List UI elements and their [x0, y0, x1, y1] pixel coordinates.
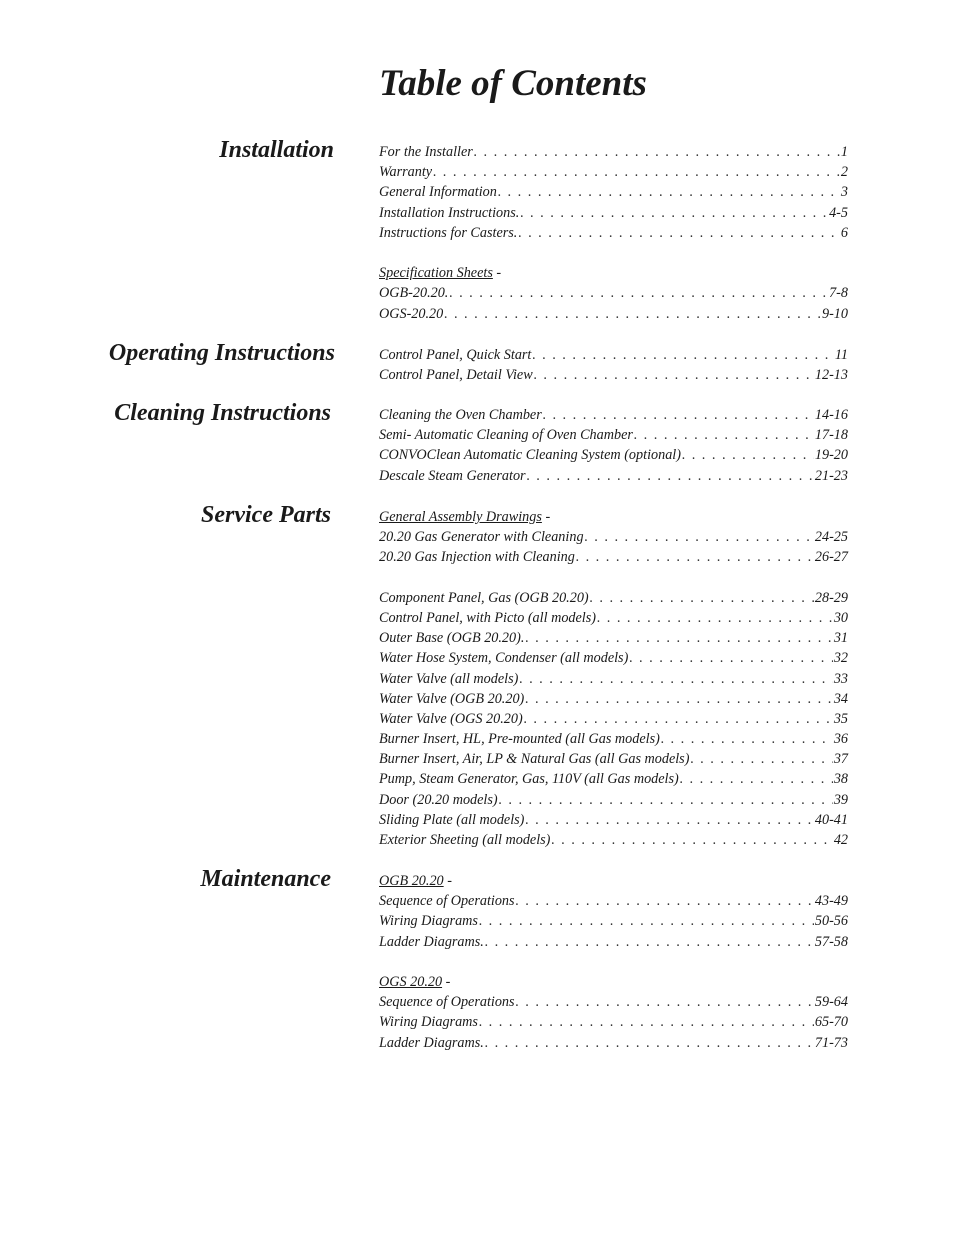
toc-entry[interactable]	[379, 427, 848, 447]
toc-entry[interactable]	[379, 650, 848, 670]
entry-page: 28-29	[814, 589, 848, 606]
entry-page: 31	[833, 630, 848, 647]
cleaning-entries	[379, 407, 848, 488]
toc-entry[interactable]	[379, 407, 848, 427]
entry-page: 35	[833, 710, 848, 727]
dot-leader	[485, 1035, 814, 1052]
entry-label: Water Valve (all models)	[379, 670, 519, 687]
entry-label: Burner Insert, Air, LP & Natural Gas (all Gas models)	[379, 751, 690, 768]
toc-entry[interactable]	[379, 893, 848, 913]
dot-leader	[525, 630, 832, 647]
toc-entry[interactable]	[379, 164, 848, 184]
toc-entry[interactable]	[379, 590, 848, 610]
entry-label: Component Panel, Gas (OGB 20.20)	[379, 589, 589, 606]
operating-entries	[379, 347, 848, 387]
entry-page: 19-20	[814, 447, 848, 464]
entry-label: Descale Steam Generator	[379, 467, 526, 484]
dot-leader	[532, 347, 833, 364]
entry-label: OGS-20.20	[379, 305, 444, 322]
entry-page: 3	[840, 184, 848, 201]
toc-entry[interactable]	[379, 549, 848, 569]
dot-leader	[433, 164, 840, 181]
dot-leader	[520, 205, 828, 222]
dot-leader	[534, 367, 814, 384]
toc-entry[interactable]	[379, 731, 848, 751]
subheading-link[interactable]: OGB 20.20	[379, 873, 444, 889]
dot-leader	[516, 994, 814, 1011]
toc-entry[interactable]	[379, 913, 848, 933]
subheading-ogs: OGS 20.20 -	[379, 973, 451, 990]
entry-page: 38	[833, 771, 848, 788]
entry-page: 21-23	[814, 467, 848, 484]
dot-leader	[576, 549, 814, 566]
toc-entry[interactable]	[379, 447, 848, 467]
entry-page: 1	[840, 144, 848, 160]
toc-entry[interactable]	[379, 934, 848, 954]
toc-entry[interactable]	[379, 711, 848, 731]
dot-leader	[516, 893, 814, 910]
entry-label: Exterior Sheeting (all models)	[379, 832, 551, 848]
toc-entry[interactable]	[379, 225, 848, 245]
entry-label: OGB-20.20.	[379, 285, 449, 302]
section-label-maintenance: Maintenance	[200, 866, 331, 892]
dot-leader	[498, 184, 840, 201]
dot-leader	[525, 691, 833, 708]
entry-label: Wiring Diagrams	[379, 913, 478, 930]
toc-entry[interactable]	[379, 1014, 848, 1034]
toc-entry[interactable]	[379, 812, 848, 832]
entry-page: 34	[833, 690, 848, 707]
entry-page: 50-56	[814, 913, 848, 930]
entry-page: 43-49	[814, 893, 848, 910]
entry-label: Installation Instructions.	[379, 204, 520, 221]
dot-leader	[525, 812, 813, 829]
entry-label: Burner Insert, HL, Pre-mounted (all Gas models)	[379, 731, 660, 748]
dot-leader	[682, 447, 814, 464]
dot-leader	[449, 285, 828, 302]
dot-leader	[485, 934, 814, 951]
dot-leader	[518, 225, 840, 242]
dot-leader	[479, 1014, 814, 1031]
toc-entry[interactable]	[379, 144, 848, 164]
maintenance-entries	[379, 873, 848, 1055]
entry-label: Ladder Diagrams.	[379, 933, 484, 950]
toc-entry[interactable]	[379, 691, 848, 711]
entry-page: 11	[834, 347, 848, 363]
toc-entry[interactable]	[379, 184, 848, 204]
dot-leader	[551, 832, 832, 849]
entry-label: Control Panel, with Picto (all models)	[379, 609, 596, 626]
dot-leader	[585, 529, 814, 546]
dot-leader	[519, 671, 832, 688]
entry-label: Cleaning the Oven Chamber	[379, 407, 542, 423]
entry-page: 39	[833, 791, 848, 808]
entry-page: 32	[833, 650, 848, 667]
entry-label: Pump, Steam Generator, Gas, 110V (all Gas models)	[379, 771, 679, 788]
entry-label: 20.20 Gas Injection with Cleaning	[379, 549, 575, 566]
subheading-link[interactable]: General Assembly Drawings	[379, 509, 542, 525]
entry-page: 36	[833, 731, 848, 748]
toc-entry[interactable]	[379, 205, 848, 225]
dot-leader	[474, 144, 840, 161]
toc-entry[interactable]	[379, 792, 848, 812]
entry-label: Instructions for Casters.	[379, 224, 518, 241]
entry-label: Ladder Diagrams.	[379, 1034, 484, 1051]
toc-entry[interactable]	[379, 671, 848, 691]
entry-label: Door (20.20 models)	[379, 791, 498, 808]
subheading-ogb: OGB 20.20 -	[379, 873, 452, 889]
entry-label: Semi- Automatic Cleaning of Oven Chamber	[379, 427, 633, 444]
entry-page: 57-58	[814, 933, 848, 950]
entry-page: 7-8	[829, 285, 848, 302]
entry-label: Sequence of Operations	[379, 893, 515, 910]
entry-page: 2	[840, 164, 848, 181]
entry-label: Water Valve (OGB 20.20)	[379, 690, 525, 707]
dot-leader	[680, 771, 833, 788]
entry-page: 4-5	[829, 204, 848, 221]
entry-page: 33	[833, 670, 848, 687]
entry-page: 12-13	[814, 367, 848, 384]
dot-leader	[543, 407, 814, 424]
toc-entry[interactable]	[379, 994, 848, 1014]
subheading-specification-sheets: Specification Sheets -	[379, 265, 502, 282]
entry-page: 14-16	[814, 407, 848, 423]
section-label-cleaning: Cleaning Instructions	[114, 400, 331, 426]
dot-leader	[527, 468, 814, 485]
toc-entry[interactable]	[379, 529, 848, 549]
entry-label: Sequence of Operations	[379, 994, 515, 1011]
entry-page: 26-27	[814, 549, 848, 566]
entry-label: Wiring Diagrams	[379, 1014, 478, 1031]
toc-entry[interactable]	[379, 832, 848, 852]
toc-entry[interactable]	[379, 751, 848, 771]
dot-leader	[597, 610, 833, 627]
entry-page: 24-25	[814, 529, 848, 546]
subheading-general-assembly: General Assembly Drawings -	[379, 509, 551, 525]
toc-entry[interactable]	[379, 347, 848, 367]
toc-entry[interactable]	[379, 306, 848, 326]
toc-entry[interactable]	[379, 285, 848, 305]
toc-entry[interactable]	[379, 771, 848, 791]
service-entries	[379, 509, 848, 852]
toc-entry[interactable]	[379, 468, 848, 488]
entry-page: 30	[833, 609, 848, 626]
dot-leader	[444, 306, 821, 323]
dot-leader	[661, 731, 833, 748]
toc-entry[interactable]	[379, 610, 848, 630]
entry-page: 37	[833, 751, 848, 768]
entry-label: Control Panel, Quick Start	[379, 347, 532, 363]
entry-label: Water Hose System, Condenser (all models)	[379, 650, 629, 667]
entry-page: 71-73	[814, 1034, 848, 1051]
entry-label: 20.20 Gas Generator with Cleaning	[379, 529, 584, 546]
dot-leader	[590, 590, 814, 607]
dot-leader	[634, 427, 814, 444]
entry-page: 59-64	[814, 994, 848, 1011]
section-label-service: Service Parts	[201, 502, 331, 528]
dot-leader	[479, 913, 814, 930]
dot-leader	[629, 650, 833, 667]
toc-entry[interactable]	[379, 367, 848, 387]
entry-page: 42	[833, 832, 848, 848]
toc-entry[interactable]	[379, 630, 848, 650]
section-label-installation: Installation	[219, 137, 334, 163]
entry-page: 6	[840, 224, 848, 241]
dot-leader	[690, 751, 832, 768]
entry-page: 65-70	[814, 1014, 848, 1031]
entry-label: Water Valve (OGS 20.20)	[379, 710, 523, 727]
entry-label: CONVOClean Automatic Cleaning System (optional)	[379, 447, 681, 464]
entry-page: 9-10	[821, 305, 848, 322]
section-label-operating: Operating Instructions	[108, 340, 335, 366]
entry-page: 40-41	[814, 811, 848, 828]
subheading-link[interactable]: OGS 20.20	[379, 973, 443, 990]
entry-label: Outer Base (OGB 20.20).	[379, 630, 525, 647]
subheading-link[interactable]: Specification Sheets	[379, 265, 493, 282]
entry-label: General Information	[379, 184, 497, 201]
entry-label: For the Installer	[379, 144, 473, 160]
entry-label: Control Panel, Detail View	[379, 367, 533, 384]
dot-leader	[499, 792, 833, 809]
toc-entry[interactable]	[379, 1035, 848, 1055]
entry-label: Warranty	[379, 164, 433, 181]
page-title: Table of Contents	[379, 63, 647, 104]
dot-leader	[524, 711, 833, 728]
installation-entries	[379, 144, 848, 326]
entry-label: Sliding Plate (all models)	[379, 811, 525, 828]
entry-page: 17-18	[814, 427, 848, 444]
